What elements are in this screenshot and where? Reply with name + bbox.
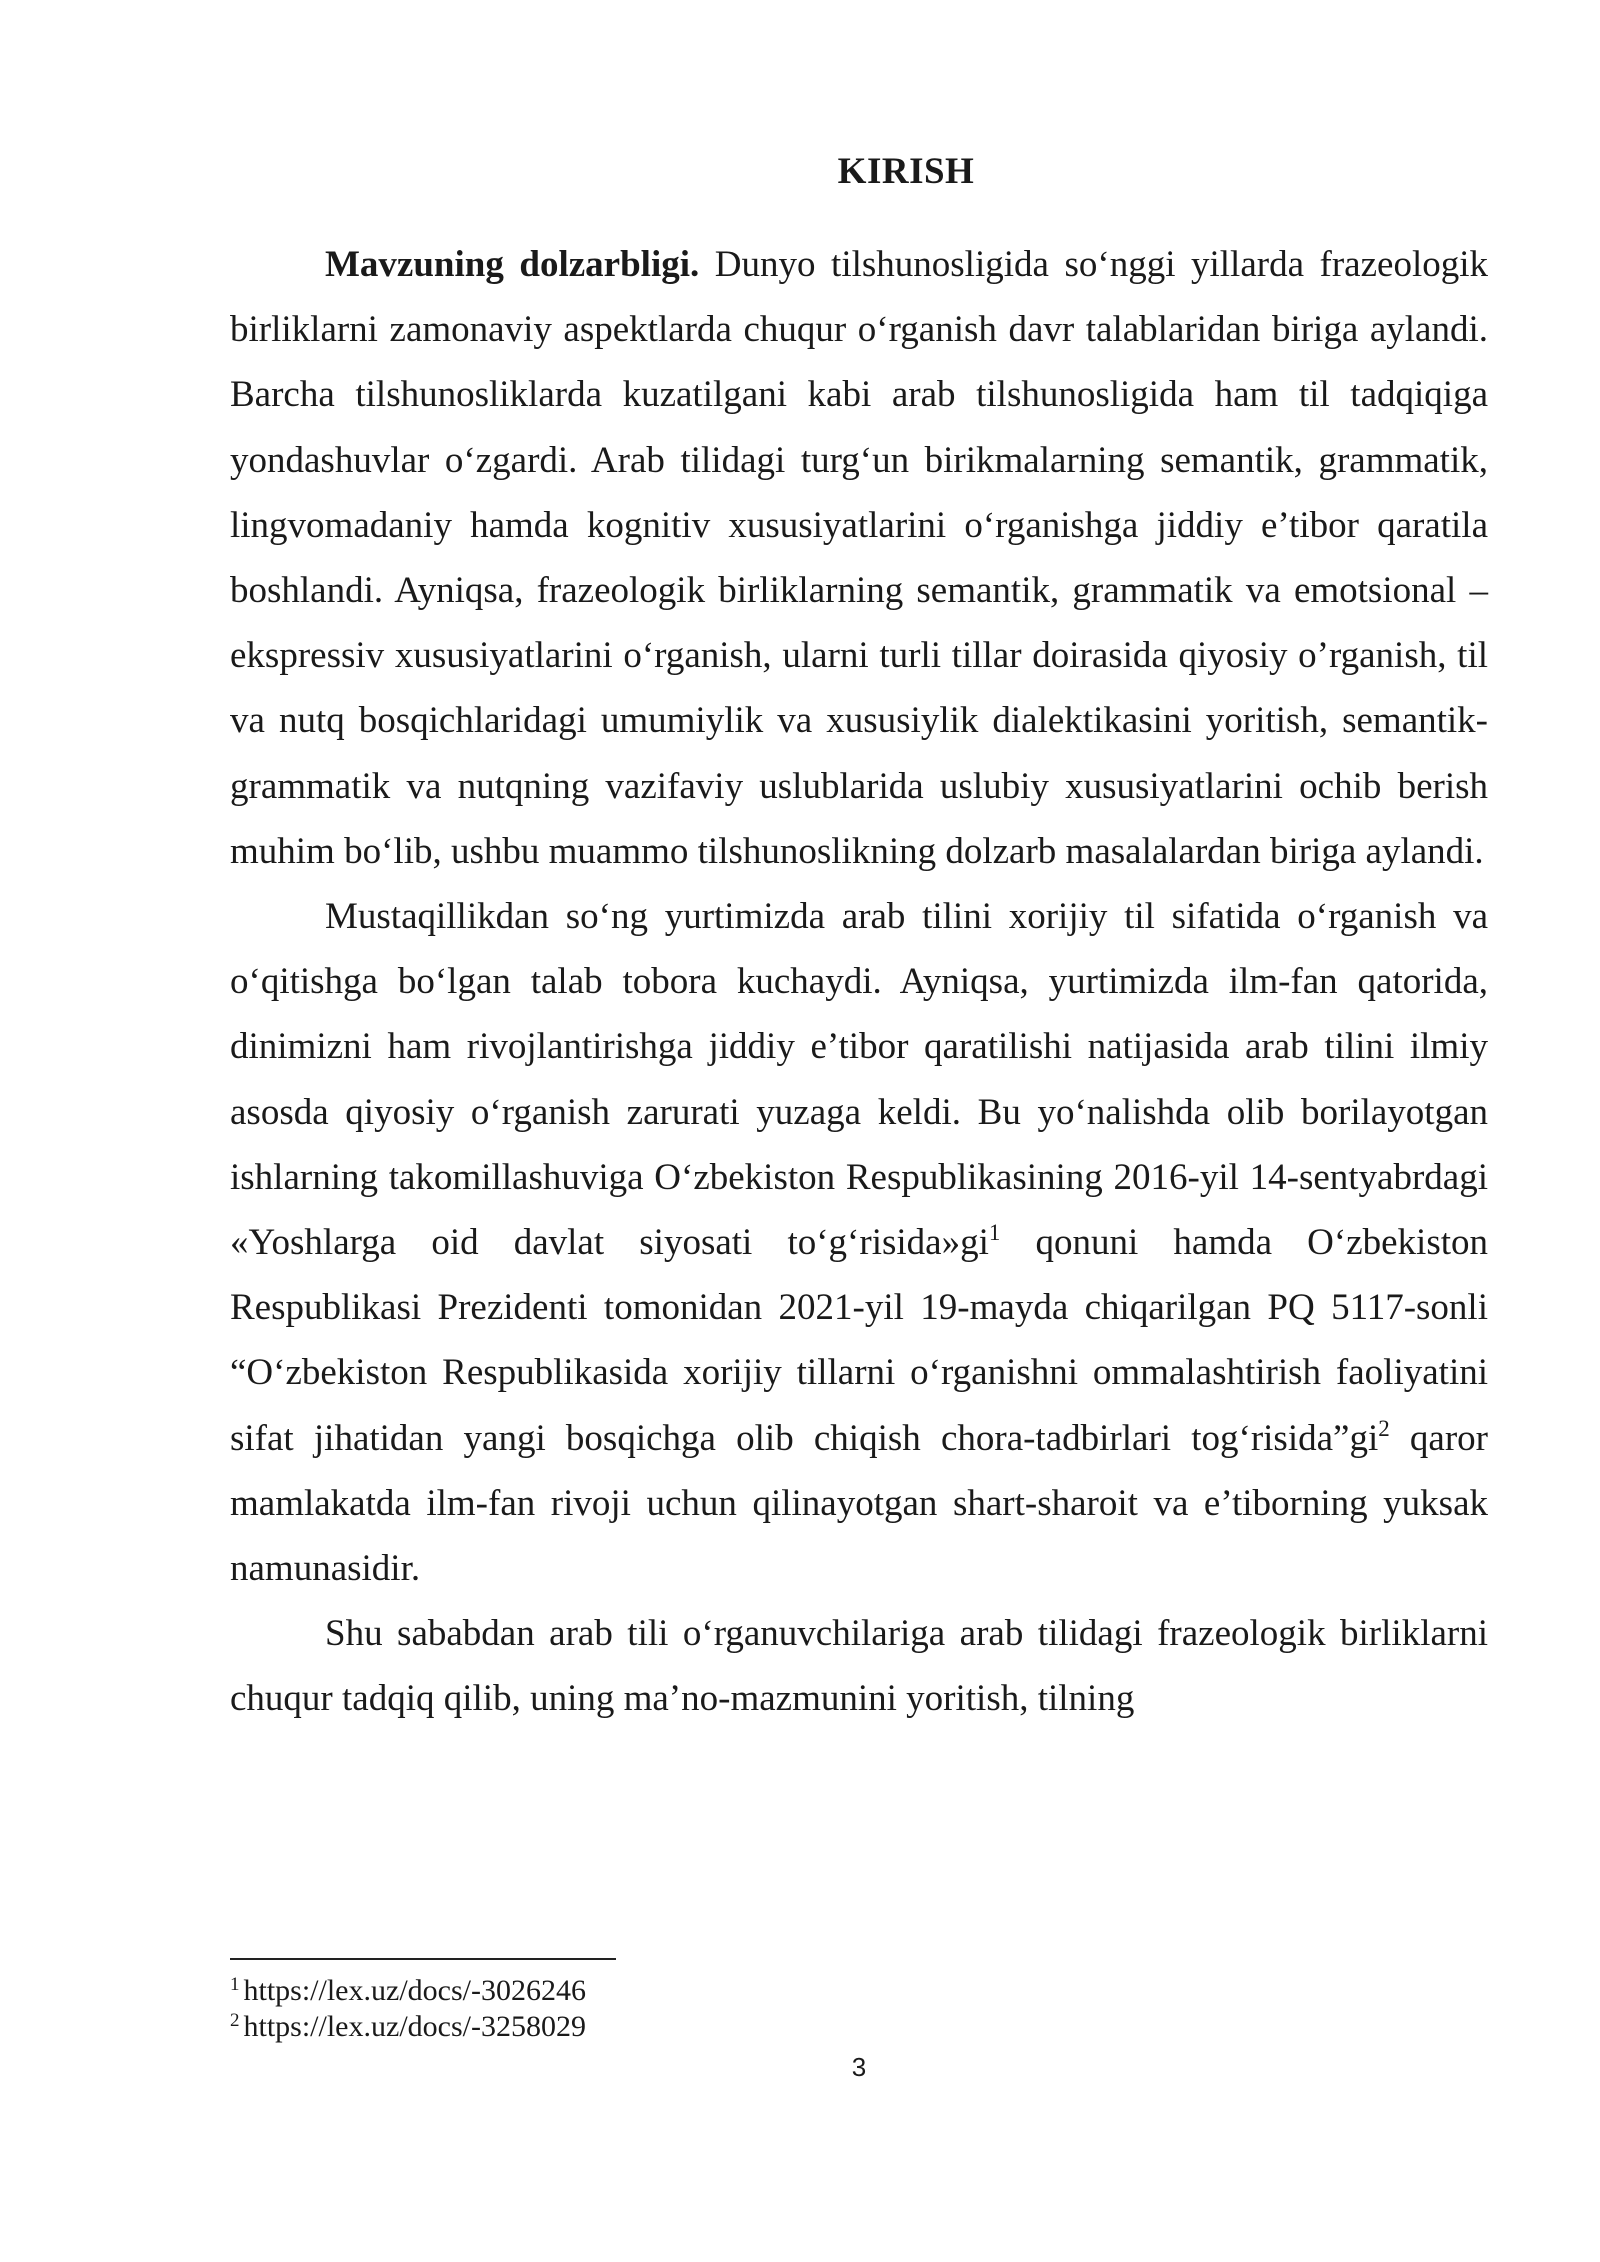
paragraph-relevance (230, 232, 1488, 884)
footnote-link[interactable]: https://lex.uz/docs/-3258029 (243, 2010, 586, 2043)
footnote-1 (230, 1973, 586, 2009)
page-title: KIRISH (837, 151, 975, 192)
paragraph-lead: Mavzuning dolzarbligi. (325, 244, 700, 285)
footnote-2 (230, 2009, 586, 2045)
paragraph-text: Shu sababdan arab tili o‘rganuvchilariga arab tilidagi frazeologik birliklarni chuqur tadqiq qilib, uning ma’no-mazmunini yoritish, tilning (230, 1613, 1488, 1720)
paragraph-text: Mustaqillikdan so‘ng yurtimizda arab tilini xorijiy til sifatida o‘rganish va o‘qitishga bo‘lgan talab tobora kuchaydi. Ayniqsa, yurtimizda ilm-fan qatorida, dinimizni ham rivojlantirishga jiddiy e’tibor qaratilishi natijasida arab tilini ilmiy asosda qiyosiy o‘rganish zarurati yuzaga keldi. Bu yo‘nalishda olib borilayotgan ishlarning takomillashuviga O‘zbekiston Respublikasining 2016-yil 14-sentyabrdagi «Yoshlarga oid davlat siyosati to‘g‘risida»gi (230, 896, 1488, 1264)
footnote-mark: 2 (230, 2010, 240, 2031)
footnote-mark: 1 (230, 1974, 240, 1995)
footnote-reference-2[interactable]: 2 (1378, 1415, 1390, 1441)
paragraph-reason (230, 1601, 1488, 1731)
footnote-link[interactable]: https://lex.uz/docs/-3026246 (243, 1974, 586, 2007)
paragraph-independence (230, 884, 1488, 1601)
paragraph-text: qaror mamlakatda ilm-fan rivoji uchun qilinayotgan shart-sharoit va e’tiborning yuksak namunasidir. (230, 1417, 1488, 1590)
footnotes (230, 1973, 586, 2045)
footnote-separator (230, 1958, 616, 1960)
body-text (230, 232, 1488, 1732)
paragraph-text: Dunyo tilshunosligida so‘nggi yillarda frazeologik birliklarni zamonaviy aspektlarda chuqur o‘rganish davr talablaridan biriga aylandi. Barcha tilshunosliklarda kuzatilgani kabi arab tilshunosligida ham til tadqiqiga yondashuvlar o‘zgardi. Arab tilidagi turg‘un birikmalarning semantik, grammatik, lingvomadaniy hamda kognitiv xususiyatlarini o‘rganishga jiddiy e’tibor qaratila boshlandi. Ayniqsa, frazeologik birliklarning semantik, grammatik va emotsional – ekspressiv xususiyatlarini o‘rganish, ularni turli tillar doirasida qiyosiy o’rganish, til va nutq bosqichlaridagi umumiylik va xususiylik dialektikasini yoritish, semantik-grammatik va nutqning vazifaviy uslublarida uslubiy xususiyatlarini ochib berish muhim bo‘lib, ushbu muammo tilshunoslikning dolzarb masalalardan biriga aylandi. (230, 244, 1489, 872)
footnote-reference-1[interactable]: 1 (988, 1220, 1001, 1246)
paragraph-text: qonuni hamda O‘zbekiston Respublikasi Prezidenti tomonidan 2021-yil 19-mayda chiqarilgan PQ 5117-sonli “O‘zbekiston Respublikasida xorijiy tillarni o‘rganishni ommalashtirish faoliyatini sifat jihatidan yangi bosqichga olib chiqish chora-tadbirlari tog‘risida”gi (230, 1222, 1488, 1459)
page-number: 3 (851, 2052, 867, 2082)
